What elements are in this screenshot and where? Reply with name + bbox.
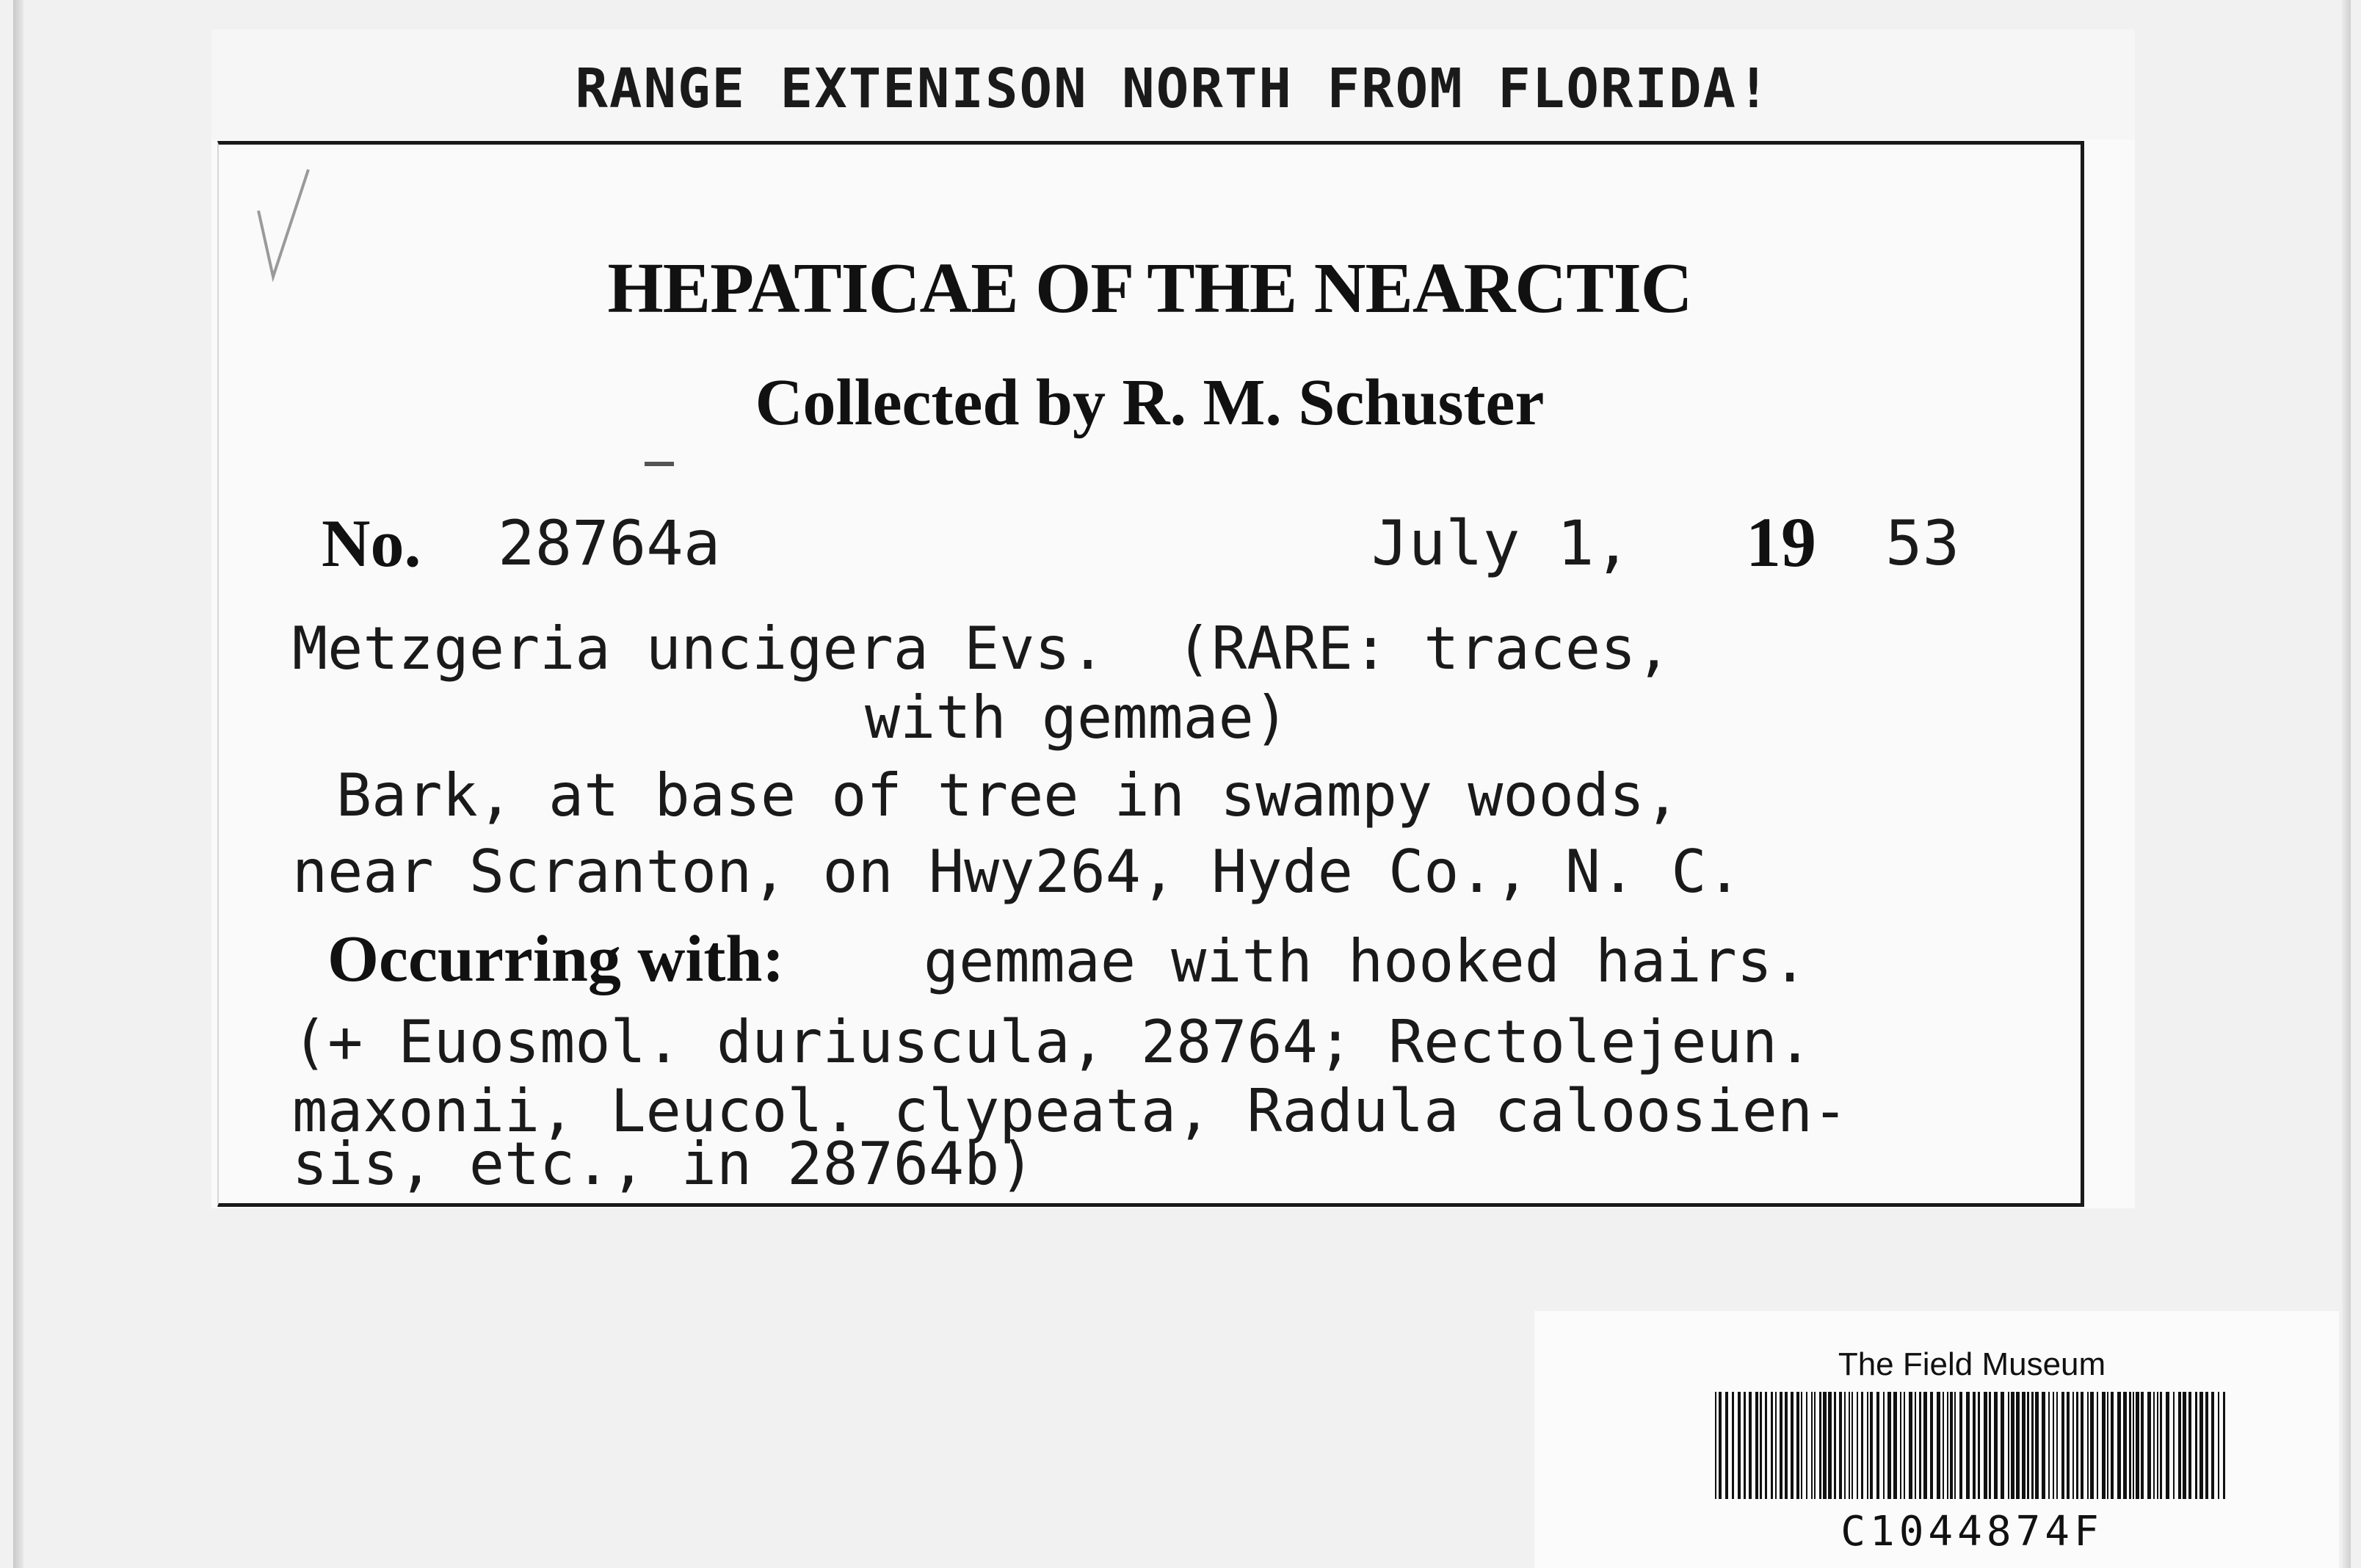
barcode-bar <box>2211 1392 2214 1499</box>
barcode-bar <box>1755 1392 1758 1499</box>
barcode-bar <box>1839 1392 1842 1499</box>
barcode-bar <box>2056 1392 2058 1499</box>
barcode-bar <box>1796 1392 1799 1499</box>
barcode-bar <box>2153 1392 2155 1499</box>
barcode-bar <box>2022 1392 2025 1499</box>
barcode-bar <box>1919 1392 1921 1499</box>
barcode-bar <box>1811 1392 1813 1499</box>
barcode-bar <box>1814 1392 1816 1499</box>
barcode-bar <box>1823 1392 1827 1499</box>
barcode-bar <box>2160 1392 2162 1499</box>
locality-line-2: near Scranton, on Hwy264, Hyde Co., N. C. <box>292 838 1742 906</box>
label-heading: HEPATICAE OF THE NEARCTIC <box>607 249 1692 328</box>
date-century: 19 <box>1746 503 1816 581</box>
sheet-left-edge <box>13 0 23 1568</box>
barcode-bar <box>1834 1392 1836 1499</box>
occurring-line-4: sis, etc., in 28764b) <box>292 1130 1035 1198</box>
barcode-bar <box>1978 1392 1980 1499</box>
barcode-bar <box>2097 1392 2098 1499</box>
number-label: No. <box>322 506 421 581</box>
barcode-bar <box>2102 1392 2106 1499</box>
barcode-bar <box>2053 1392 2054 1499</box>
barcode-bar <box>2008 1392 2009 1499</box>
barcode-bar <box>2117 1392 2121 1499</box>
barcode-bar <box>2072 1392 2074 1499</box>
range-banner-text: RANGE EXTENISON NORTH FROM FLORIDA! <box>575 57 1771 120</box>
barcode-bar <box>1947 1392 1948 1499</box>
barcode-bar <box>1719 1392 1722 1499</box>
barcode-bar <box>1950 1392 1953 1499</box>
dash-mark <box>645 462 674 466</box>
barcode-bar <box>2141 1392 2144 1499</box>
barcode-bar <box>2011 1392 2014 1499</box>
barcode-bar <box>2090 1392 2094 1499</box>
taxon-line-1: Metzgeria uncigera Evs. (RARE: traces, <box>292 614 1672 683</box>
barcode-bar <box>1966 1392 1970 1499</box>
barcode-bar <box>1904 1392 1905 1499</box>
barcode-bar <box>2205 1392 2208 1499</box>
barcode-bar <box>2001 1392 2004 1499</box>
barcode-bar <box>1806 1392 1807 1499</box>
barcode-icon <box>1715 1392 2229 1499</box>
locality-line-1: Bark, at base of tree in swampy woods, <box>336 761 1680 830</box>
date-year: 53 <box>1885 507 1960 579</box>
barcode-bar <box>1857 1392 1858 1499</box>
barcode-bar <box>2111 1392 2114 1499</box>
barcode-bar <box>1725 1392 1728 1499</box>
barcode-bar <box>1943 1392 1944 1499</box>
barcode-bar <box>2199 1392 2203 1499</box>
barcode-bar <box>1732 1392 1734 1499</box>
barcode-bar <box>1801 1392 1802 1499</box>
barcode-bar <box>1959 1392 1962 1499</box>
barcode-bar <box>1849 1392 1850 1499</box>
barcode-bar <box>1861 1392 1863 1499</box>
collector-line: Collected by R. M. Schuster <box>755 366 1545 439</box>
barcode-bar <box>2223 1392 2225 1499</box>
barcode-bar <box>1844 1392 1846 1499</box>
barcode-bar <box>1973 1392 1976 1499</box>
collection-number: 28764a <box>498 507 721 579</box>
barcode-bar <box>2218 1392 2219 1499</box>
barcode-bar <box>2178 1392 2181 1499</box>
barcode-bar <box>2133 1392 2134 1499</box>
barcode-bar <box>2136 1392 2139 1499</box>
barcode-bar <box>2035 1392 2039 1499</box>
barcode-bar <box>1954 1392 1956 1499</box>
institution-name: The Field Museum <box>1838 1346 2106 1382</box>
barcode-bar <box>1785 1392 1788 1499</box>
barcode-bar <box>2107 1392 2108 1499</box>
barcode-bar <box>1852 1392 1853 1499</box>
barcode-bar <box>2067 1392 2070 1499</box>
barcode-bar <box>1989 1392 1991 1499</box>
barcode-bar <box>2166 1392 2169 1499</box>
barcode-bar <box>1923 1392 1927 1499</box>
barcode-bar <box>1771 1392 1773 1499</box>
barcode-bar <box>1780 1392 1782 1499</box>
barcode-bar <box>1909 1392 1912 1499</box>
barcode-bar <box>2061 1392 2064 1499</box>
barcode-bar <box>1867 1392 1868 1499</box>
barcode-bar <box>1819 1392 1821 1499</box>
barcode-bar <box>2157 1392 2158 1499</box>
barcode-bar <box>1937 1392 1940 1499</box>
barcode-bar <box>1994 1392 1998 1499</box>
barcode-bar <box>2048 1392 2050 1499</box>
barcode-bar <box>1775 1392 1777 1499</box>
barcode-bar <box>1760 1392 1762 1499</box>
taxon-line-2: with gemmae) <box>865 683 1289 752</box>
sheet-right-edge <box>2342 0 2351 1568</box>
barcode-bar <box>1876 1392 1879 1499</box>
specimen-label <box>211 29 2135 1208</box>
barcode-bar <box>1883 1392 1885 1499</box>
occurring-line-2: (+ Euosmol. duriuscula, 28764; Rectolejeun. <box>292 1008 1813 1076</box>
barcode-bar <box>1744 1392 1746 1499</box>
occurring-line-1: gemmae with hooked hairs. <box>924 927 1808 995</box>
range-banner <box>211 29 2135 139</box>
barcode-bar <box>2195 1392 2197 1499</box>
barcode-bar <box>1738 1392 1741 1499</box>
barcode-bar <box>1893 1392 1897 1499</box>
barcode-bar <box>1984 1392 1987 1499</box>
catalog-number: C1044874F <box>1840 1508 2103 1556</box>
barcode-bar <box>2173 1392 2175 1499</box>
barcode-bar <box>1915 1392 1916 1499</box>
barcode-bar <box>2016 1392 2020 1499</box>
barcode-card <box>1534 1311 2339 1568</box>
barcode-bar <box>2027 1392 2029 1499</box>
barcode-bar <box>1828 1392 1832 1499</box>
barcode-bar <box>2183 1392 2186 1499</box>
barcode-bar <box>2123 1392 2127 1499</box>
barcode-bar <box>2087 1392 2089 1499</box>
barcode-bar <box>2076 1392 2078 1499</box>
barcode-bar <box>1765 1392 1767 1499</box>
barcode-bar <box>2031 1392 2034 1499</box>
barcode-bar <box>2042 1392 2045 1499</box>
barcode-bar <box>1749 1392 1752 1499</box>
barcode-bar <box>1930 1392 1933 1499</box>
label-frame <box>217 141 2084 1207</box>
barcode-bar <box>2129 1392 2131 1499</box>
barcode-bar <box>1791 1392 1794 1499</box>
barcode-bar <box>1887 1392 1891 1499</box>
date-month-day: July 1, <box>1371 507 1632 579</box>
barcode-bar <box>1900 1392 1901 1499</box>
occurring-with-label: Occurring with: <box>327 923 785 995</box>
barcode-bar <box>2147 1392 2151 1499</box>
barcode-bar <box>2188 1392 2191 1499</box>
barcode-bar <box>1715 1392 1716 1499</box>
barcode-bar <box>1870 1392 1873 1499</box>
barcode-bar <box>2081 1392 2083 1499</box>
occurring-line-3: maxonii, Leucol. clypeata, Radula caloosien- <box>292 1077 1849 1145</box>
